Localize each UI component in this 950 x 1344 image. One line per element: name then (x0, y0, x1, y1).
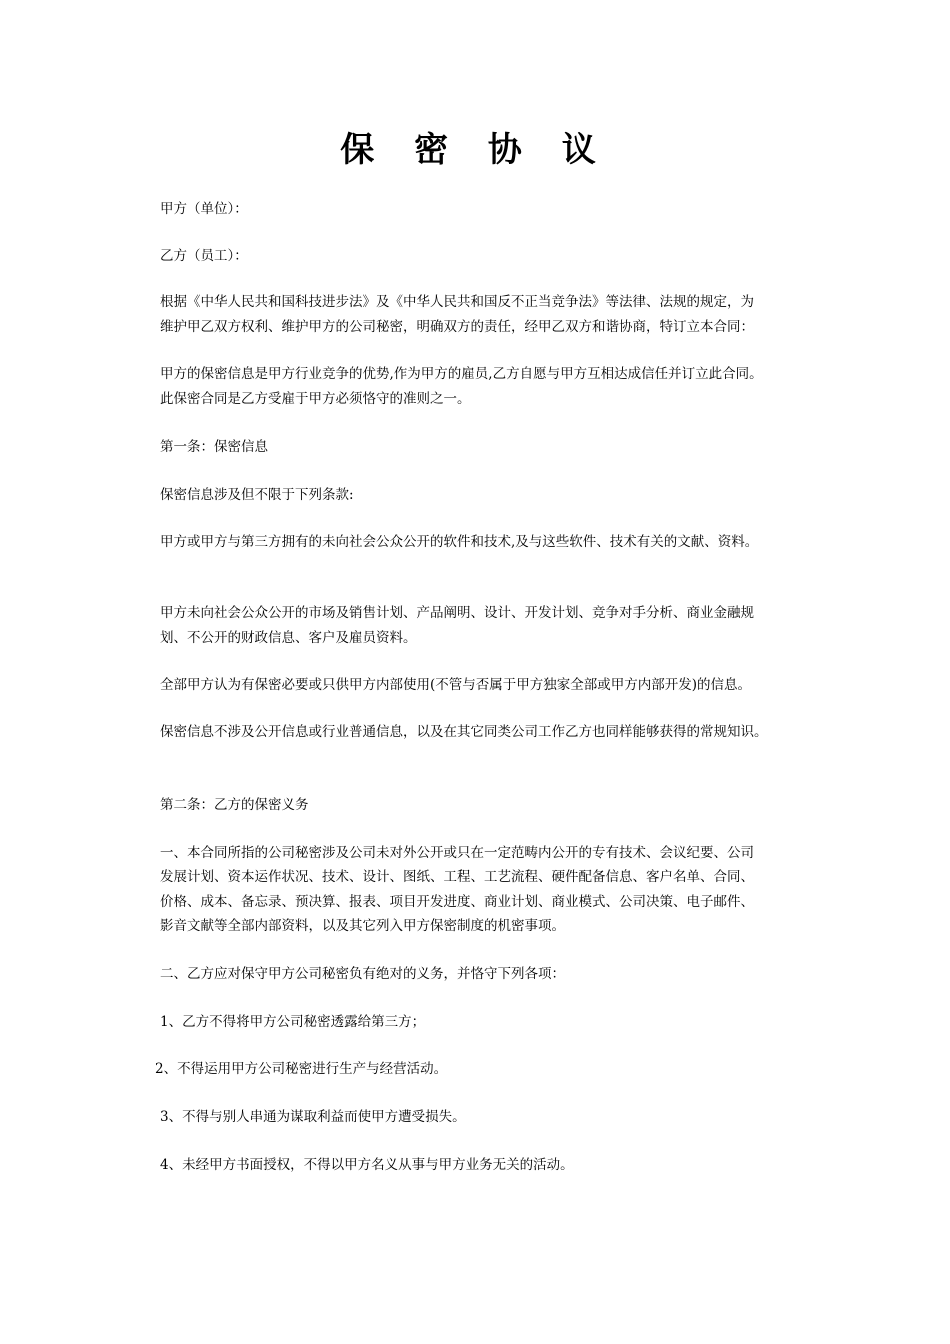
section-1-line-1: 一、本合同所指的公司秘密涉及公司未对外公开或只在一定范畴内公开的专有技术、会议纪要、公司 (160, 845, 754, 861)
section-1-line-4: 影音文献等全部内部资料，以及其它列入甲方保密制度的机密事项。 (160, 918, 565, 934)
section-1-line-2: 发展计划、资本运作状况、技术、设计、图纸、工程、工艺流程、硬件配备信息、客户名单、合同、 (160, 869, 754, 885)
intro-paragraph-line-2: 维护甲乙双方权利、维护甲方的公司秘密，明确双方的责任，经甲乙双方和谐协商，特订立本合同： (160, 319, 754, 335)
section-2-line: 二、乙方应对保守甲方公司秘密负有绝对的义务，并恪守下列各项： (160, 966, 565, 982)
duty-item-3: 3、不得与别人串通为谋取利益而使甲方遭受损失。 (160, 1109, 466, 1125)
party-a-line: 甲方（单位）： (160, 201, 248, 217)
duty-item-4: 4、未经甲方书面授权，不得以甲方名义从事与甲方业务无关的活动。 (160, 1157, 574, 1173)
confidential-item-4: 保密信息不涉及公开信息或行业普通信息，以及在其它同类公司工作乙方也同样能够获得的常规知识。 (160, 724, 768, 740)
duty-item-1: 1、乙方不得将甲方公司秘密透露给第三方； (160, 1014, 426, 1030)
confidential-item-1: 甲方或甲方与第三方拥有的未向社会公众公开的软件和技术,及与这些软件、技术有关的文献、资料。 (160, 534, 759, 550)
article-2-heading: 第二条：乙方的保密义务 (160, 797, 309, 813)
scope-line: 保密信息涉及但不限于下列条款: (160, 487, 354, 503)
confidential-item-2-line-2: 划、不公开的财政信息、客户及雇员资料。 (160, 630, 417, 646)
confidential-item-2-line-1: 甲方未向社会公众公开的市场及销售计划、产品阐明、设计、开发计划、竞争对手分析、商业金融规 (160, 605, 754, 621)
intro-paragraph-line-1: 根据《中华人民共和国科技进步法》及《中华人民共和国反不正当竞争法》等法律、法规的规定，为 (160, 294, 754, 310)
article-1-heading: 第一条：保密信息 (160, 439, 268, 455)
document-title: 保 密 协 议 (340, 130, 610, 170)
duty-item-2: 2、不得运用甲方公司秘密进行生产与经营活动。 (155, 1061, 448, 1077)
confidential-item-3: 全部甲方认为有保密必要或只供甲方内部使用(不管与否属于甲方独家全部或甲方内部开发)的信息。 (160, 677, 752, 693)
section-1-line-3: 价格、成本、备忘录、预决算、报表、项目开发进度、商业计划、商业模式、公司决策、电子邮件、 (160, 894, 754, 910)
party-b-line: 乙方（员工）： (160, 248, 248, 264)
preamble-paragraph-line-2: 此保密合同是乙方受雇于甲方必须恪守的准则之一。 (160, 391, 471, 407)
preamble-paragraph-line-1: 甲方的保密信息是甲方行业竞争的优势,作为甲方的雇员,乙方自愿与甲方互相达成信任并订立此合同。 (160, 366, 763, 382)
